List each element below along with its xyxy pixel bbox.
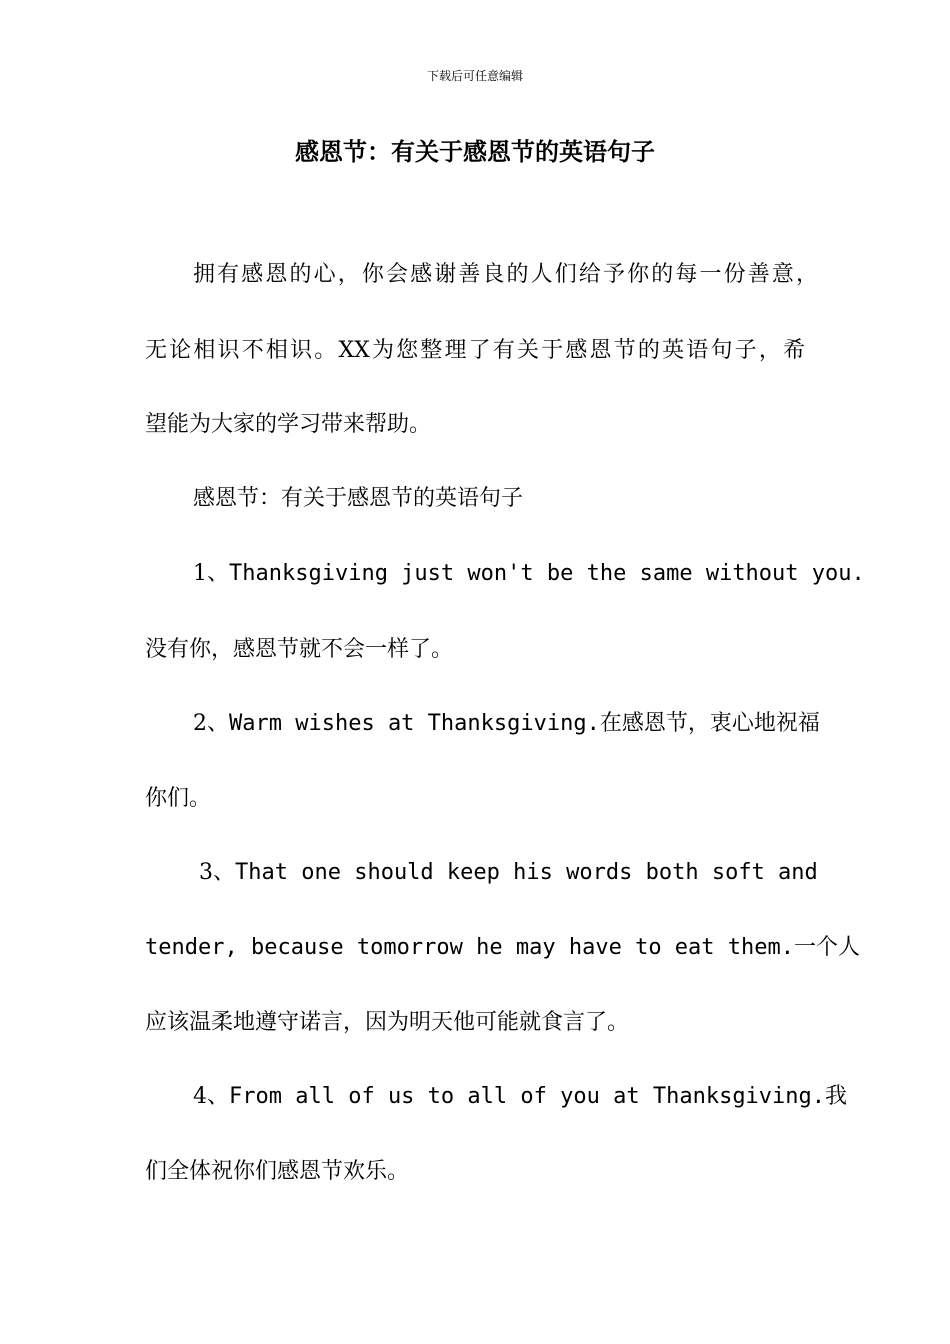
intro-line-3: 望能为大家的学习带来帮助。: [145, 412, 432, 437]
item-number: 3、: [199, 860, 235, 885]
list-item-4-translation: 们全体祝你们感恩节欢乐。: [145, 1159, 410, 1184]
list-item-3-continued: [145, 931, 861, 965]
item-chinese-text: 我: [825, 1084, 848, 1109]
item-english-text: Warm wishes at Thanksgiving.: [229, 711, 600, 736]
item-english-text: Thanksgiving just won't be the same without you.: [229, 561, 865, 586]
list-item-4: [193, 1080, 848, 1114]
list-item-3: [199, 856, 818, 890]
item-number: 1、: [193, 561, 229, 586]
list-item-1-translation: 没有你，感恩节就不会一样了。: [145, 637, 454, 662]
intro-line-1: 拥有感恩的心，你会感谢善良的人们给予你的每一份善意，: [193, 262, 818, 287]
list-item-2-translation: 你们。: [145, 786, 212, 811]
item-number: 4、: [193, 1084, 229, 1109]
item-english-text: tender, because tomorrow he may have to eat them.: [145, 935, 795, 960]
list-item-3-translation: 应该温柔地遵守诺言，因为明天他可能就食言了。: [145, 1010, 630, 1035]
item-number: 2、: [193, 711, 229, 736]
document-title: 感恩节：有关于感恩节的英语句子: [295, 138, 655, 166]
intro-line-2: 无论相识不相识。XX为您整理了有关于感恩节的英语句子，希: [145, 338, 805, 363]
item-english-text: That one should keep his words both soft and: [235, 860, 818, 885]
item-chinese-text: 在感恩节，衷心地祝福: [599, 711, 820, 736]
item-english-text: From all of us to all of you at Thanksgiving.: [229, 1084, 826, 1109]
section-subtitle: 感恩节：有关于感恩节的英语句子: [193, 486, 524, 511]
download-note: 下载后可任意编辑: [426, 69, 523, 83]
list-item-1: [193, 557, 865, 591]
item-chinese-text: 一个人: [794, 935, 861, 960]
list-item-2: [193, 707, 820, 741]
